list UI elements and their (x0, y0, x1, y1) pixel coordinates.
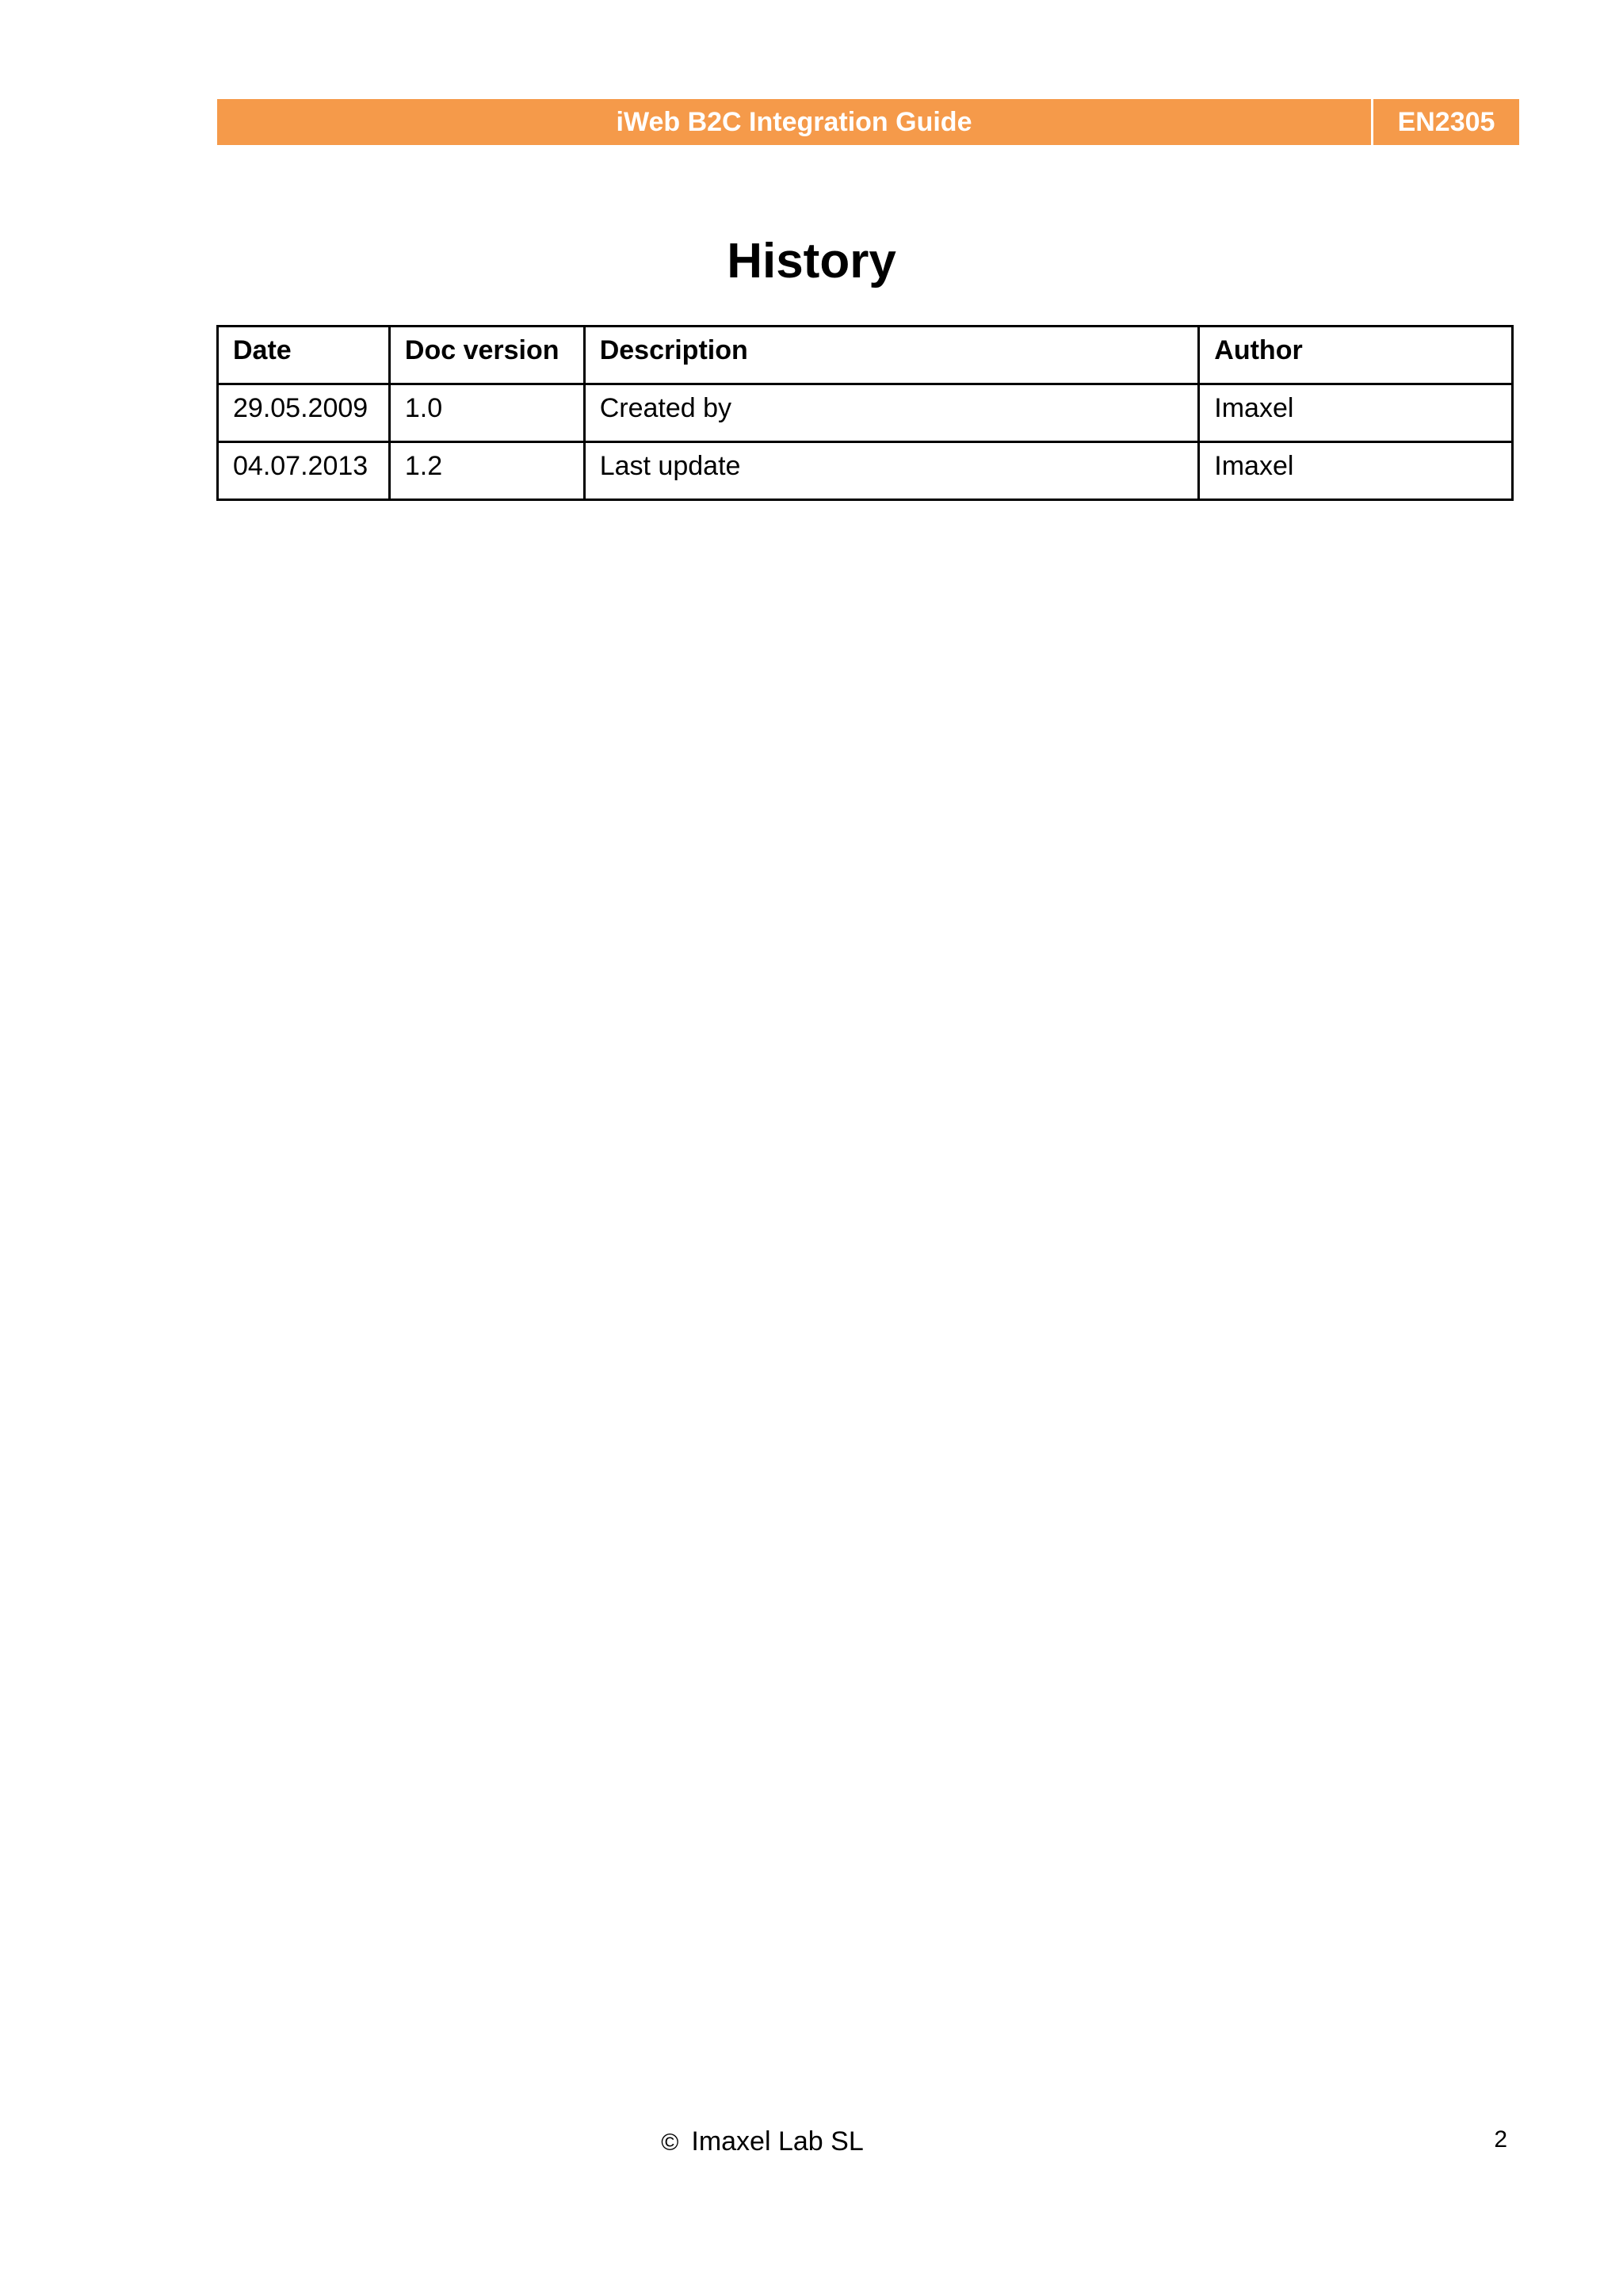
table-row (218, 442, 1513, 500)
cell-date: 29.05.2009 (218, 384, 390, 442)
cell-date: 04.07.2013 (218, 442, 390, 500)
table-row (218, 384, 1513, 442)
cell-description: Last update (584, 442, 1199, 500)
document-code: EN2305 (1373, 99, 1519, 145)
document-header (217, 99, 1519, 145)
document-title: iWeb B2C Integration Guide (217, 99, 1371, 145)
column-header-author: Author (1199, 327, 1513, 384)
table-header-row (218, 327, 1513, 384)
copyright-text: Imaxel Lab SL (691, 2126, 864, 2157)
copyright-icon: © (661, 2130, 679, 2156)
history-table (216, 325, 1514, 501)
column-header-date: Date (218, 327, 390, 384)
column-header-doc-version: Doc version (389, 327, 584, 384)
cell-author: Imaxel (1199, 384, 1513, 442)
page-title: History (727, 234, 896, 288)
footer-copyright (0, 2124, 1525, 2160)
cell-doc-version: 1.0 (389, 384, 584, 442)
page-number: 2 (1494, 2126, 1507, 2153)
column-header-description: Description (584, 327, 1199, 384)
cell-description: Created by (584, 384, 1199, 442)
cell-doc-version: 1.2 (389, 442, 584, 500)
cell-author: Imaxel (1199, 442, 1513, 500)
